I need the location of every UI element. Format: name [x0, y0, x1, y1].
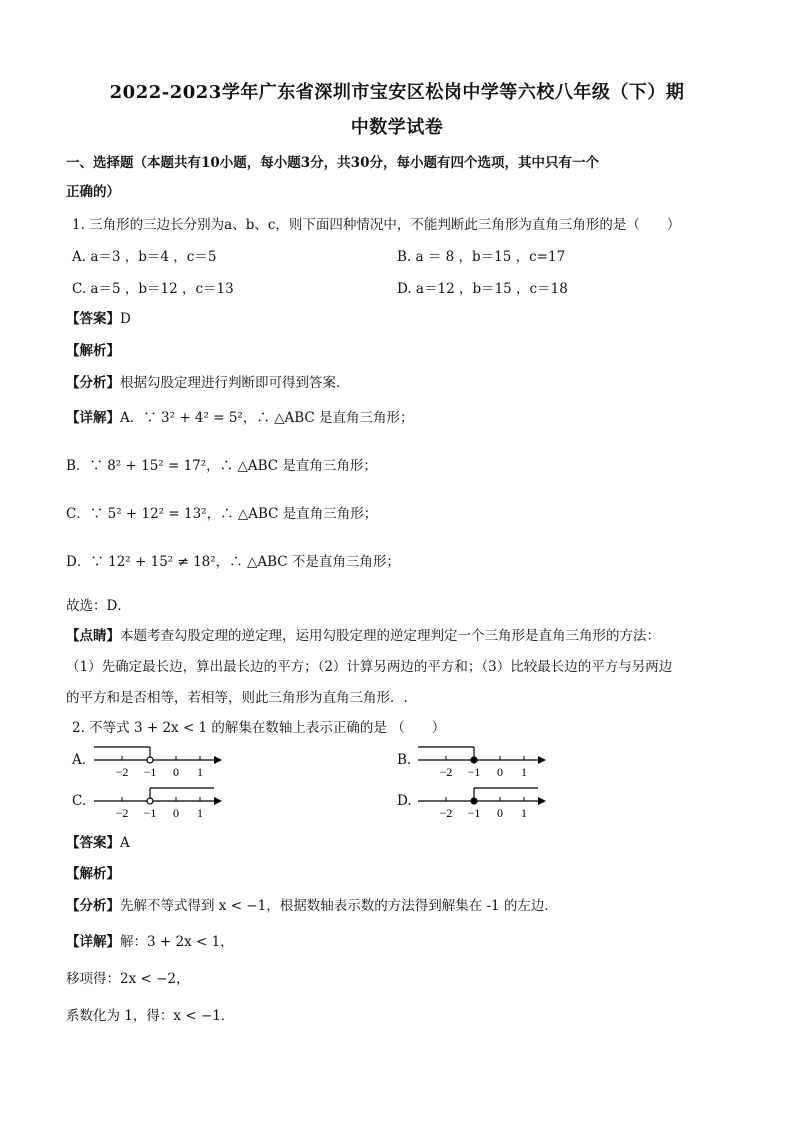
q2-detail-1-text: 解：3 + 2x < 1， [120, 934, 234, 950]
q2-detail-1 [66, 930, 234, 950]
q2-detail-3: 系数化为 1，得：x < −1． [66, 1008, 235, 1024]
q1-detail-c: C．∵ 5² + 12² = 13²，∴ △ABC 是直角三角形； [66, 506, 378, 522]
q1-dianjing-tag: 【点睛】 [66, 628, 120, 644]
q1-detail-d: D．∵ 12² + 15² ≠ 18²，∴ △ABC 不是直角三角形； [66, 554, 400, 570]
q1-jiexi: 【解析】 [66, 343, 120, 359]
q1-dianjing-text1: 本题考查勾股定理的逆定理，运用勾股定理的逆定理判定一个三角形是直角三角形的方法： [120, 628, 660, 644]
section-heading-line1: 一、选择题（本题共有10小题，每小题3分，共30分，每小题有四个选项，其中只有一个 [66, 155, 599, 171]
q1-fenxi-text: 根据勾股定理进行判断即可得到答案． [120, 375, 350, 391]
q2-option-d-numberline [414, 785, 554, 821]
q2-d-tick-m1: −1 [467, 806, 481, 820]
q2-option-c-numberline [90, 785, 230, 821]
q2-stem: 2. 不等式 3 + 2x < 1 的解集在数轴上表示正确的是 （ ） [72, 720, 446, 736]
q2-d-tick-m2: −2 [439, 806, 453, 820]
exam-title-line2: 中数学试卷 [350, 117, 444, 138]
q2-option-d-label: D. [397, 793, 412, 809]
section-heading-line2: 正确的） [66, 184, 120, 200]
q1-option-d: D. a＝12 ，b＝15 ，c＝18 [397, 281, 568, 297]
q1-answer-value: D [120, 311, 131, 327]
q2-d-tick-1: 1 [521, 806, 527, 820]
q1-dianjing-3: 的平方和是否相等，若相等，则此三角形为直角三角形．. [66, 690, 408, 706]
q1-dianjing-1 [66, 624, 660, 644]
q2-b-tick-m2: −2 [439, 765, 453, 779]
q1-fenxi-tag: 【分析】 [66, 375, 120, 391]
q2-jiexi: 【解析】 [66, 866, 120, 882]
q1-stem: 1. 三角形的三边长分别为a、b、c，则下面四种情况中，不能判断此三角形为直角三角形的是（ ） [72, 217, 681, 233]
q2-c-tick-1: 1 [197, 806, 203, 820]
q2-b-tick-0: 0 [497, 765, 503, 779]
q2-a-tick-m1: −1 [143, 765, 157, 779]
q2-option-b-numberline [414, 744, 554, 780]
q2-fenxi-text: 先解不等式得到 x < −1，根据数轴表示数的方法得到解集在 -1 的左边． [120, 898, 558, 914]
q1-guxuan: 故选：D． [66, 598, 131, 614]
q1-xiangjie-tag: 【详解】 [66, 410, 120, 426]
q2-detail-2: 移项得：2x < −2， [66, 971, 190, 987]
q2-option-c-label: C. [72, 793, 87, 809]
q2-answer-value: A [120, 835, 130, 851]
q2-b-tick-m1: −1 [467, 765, 481, 779]
q2-option-a-label: A. [72, 752, 87, 768]
q1-detail-a [66, 406, 414, 426]
q1-answer [66, 307, 131, 327]
q1-detail-b: B．∵ 8² + 15² = 17²，∴ △ABC 是直角三角形； [66, 458, 377, 474]
q1-fenxi [66, 371, 350, 391]
q2-option-b-label: B. [397, 752, 412, 768]
q2-c-tick-m1: −1 [143, 806, 157, 820]
q1-option-a: A. a＝3 ，b＝4 ，c＝5 [72, 249, 217, 265]
q1-answer-tag: 【答案】 [66, 311, 120, 327]
q2-d-tick-0: 0 [497, 806, 503, 820]
q2-fenxi [66, 894, 558, 914]
q2-c-tick-m2: −2 [115, 806, 129, 820]
q1-detail-a-text: A．∵ 3² + 4² = 5²，∴ △ABC 是直角三角形； [120, 410, 414, 426]
q2-answer-tag: 【答案】 [66, 835, 120, 851]
q2-fenxi-tag: 【分析】 [66, 898, 120, 914]
exam-title-line1: 2022-2023学年广东省深圳市宝安区松岗中学等六校八年级（下）期 [109, 82, 685, 103]
q2-xiangjie-tag: 【详解】 [66, 934, 120, 950]
q2-a-tick-m2: −2 [115, 765, 129, 779]
q1-option-c: C. a＝5 ，b＝12 ，c＝13 [72, 281, 234, 297]
q2-a-tick-0: 0 [173, 765, 179, 779]
q2-answer [66, 831, 130, 851]
q1-dianjing-2: （1）先确定最长边，算出最长边的平方；（2）计算另两边的平方和；（3）比较最长边的平方与另两边 [66, 659, 673, 675]
q1-option-b: B. a ＝ 8 ，b＝15 ，c=17 [397, 249, 566, 265]
q2-b-tick-1: 1 [521, 765, 527, 779]
q2-option-a-numberline [90, 744, 230, 780]
q2-a-tick-1: 1 [197, 765, 203, 779]
q2-c-tick-0: 0 [173, 806, 179, 820]
